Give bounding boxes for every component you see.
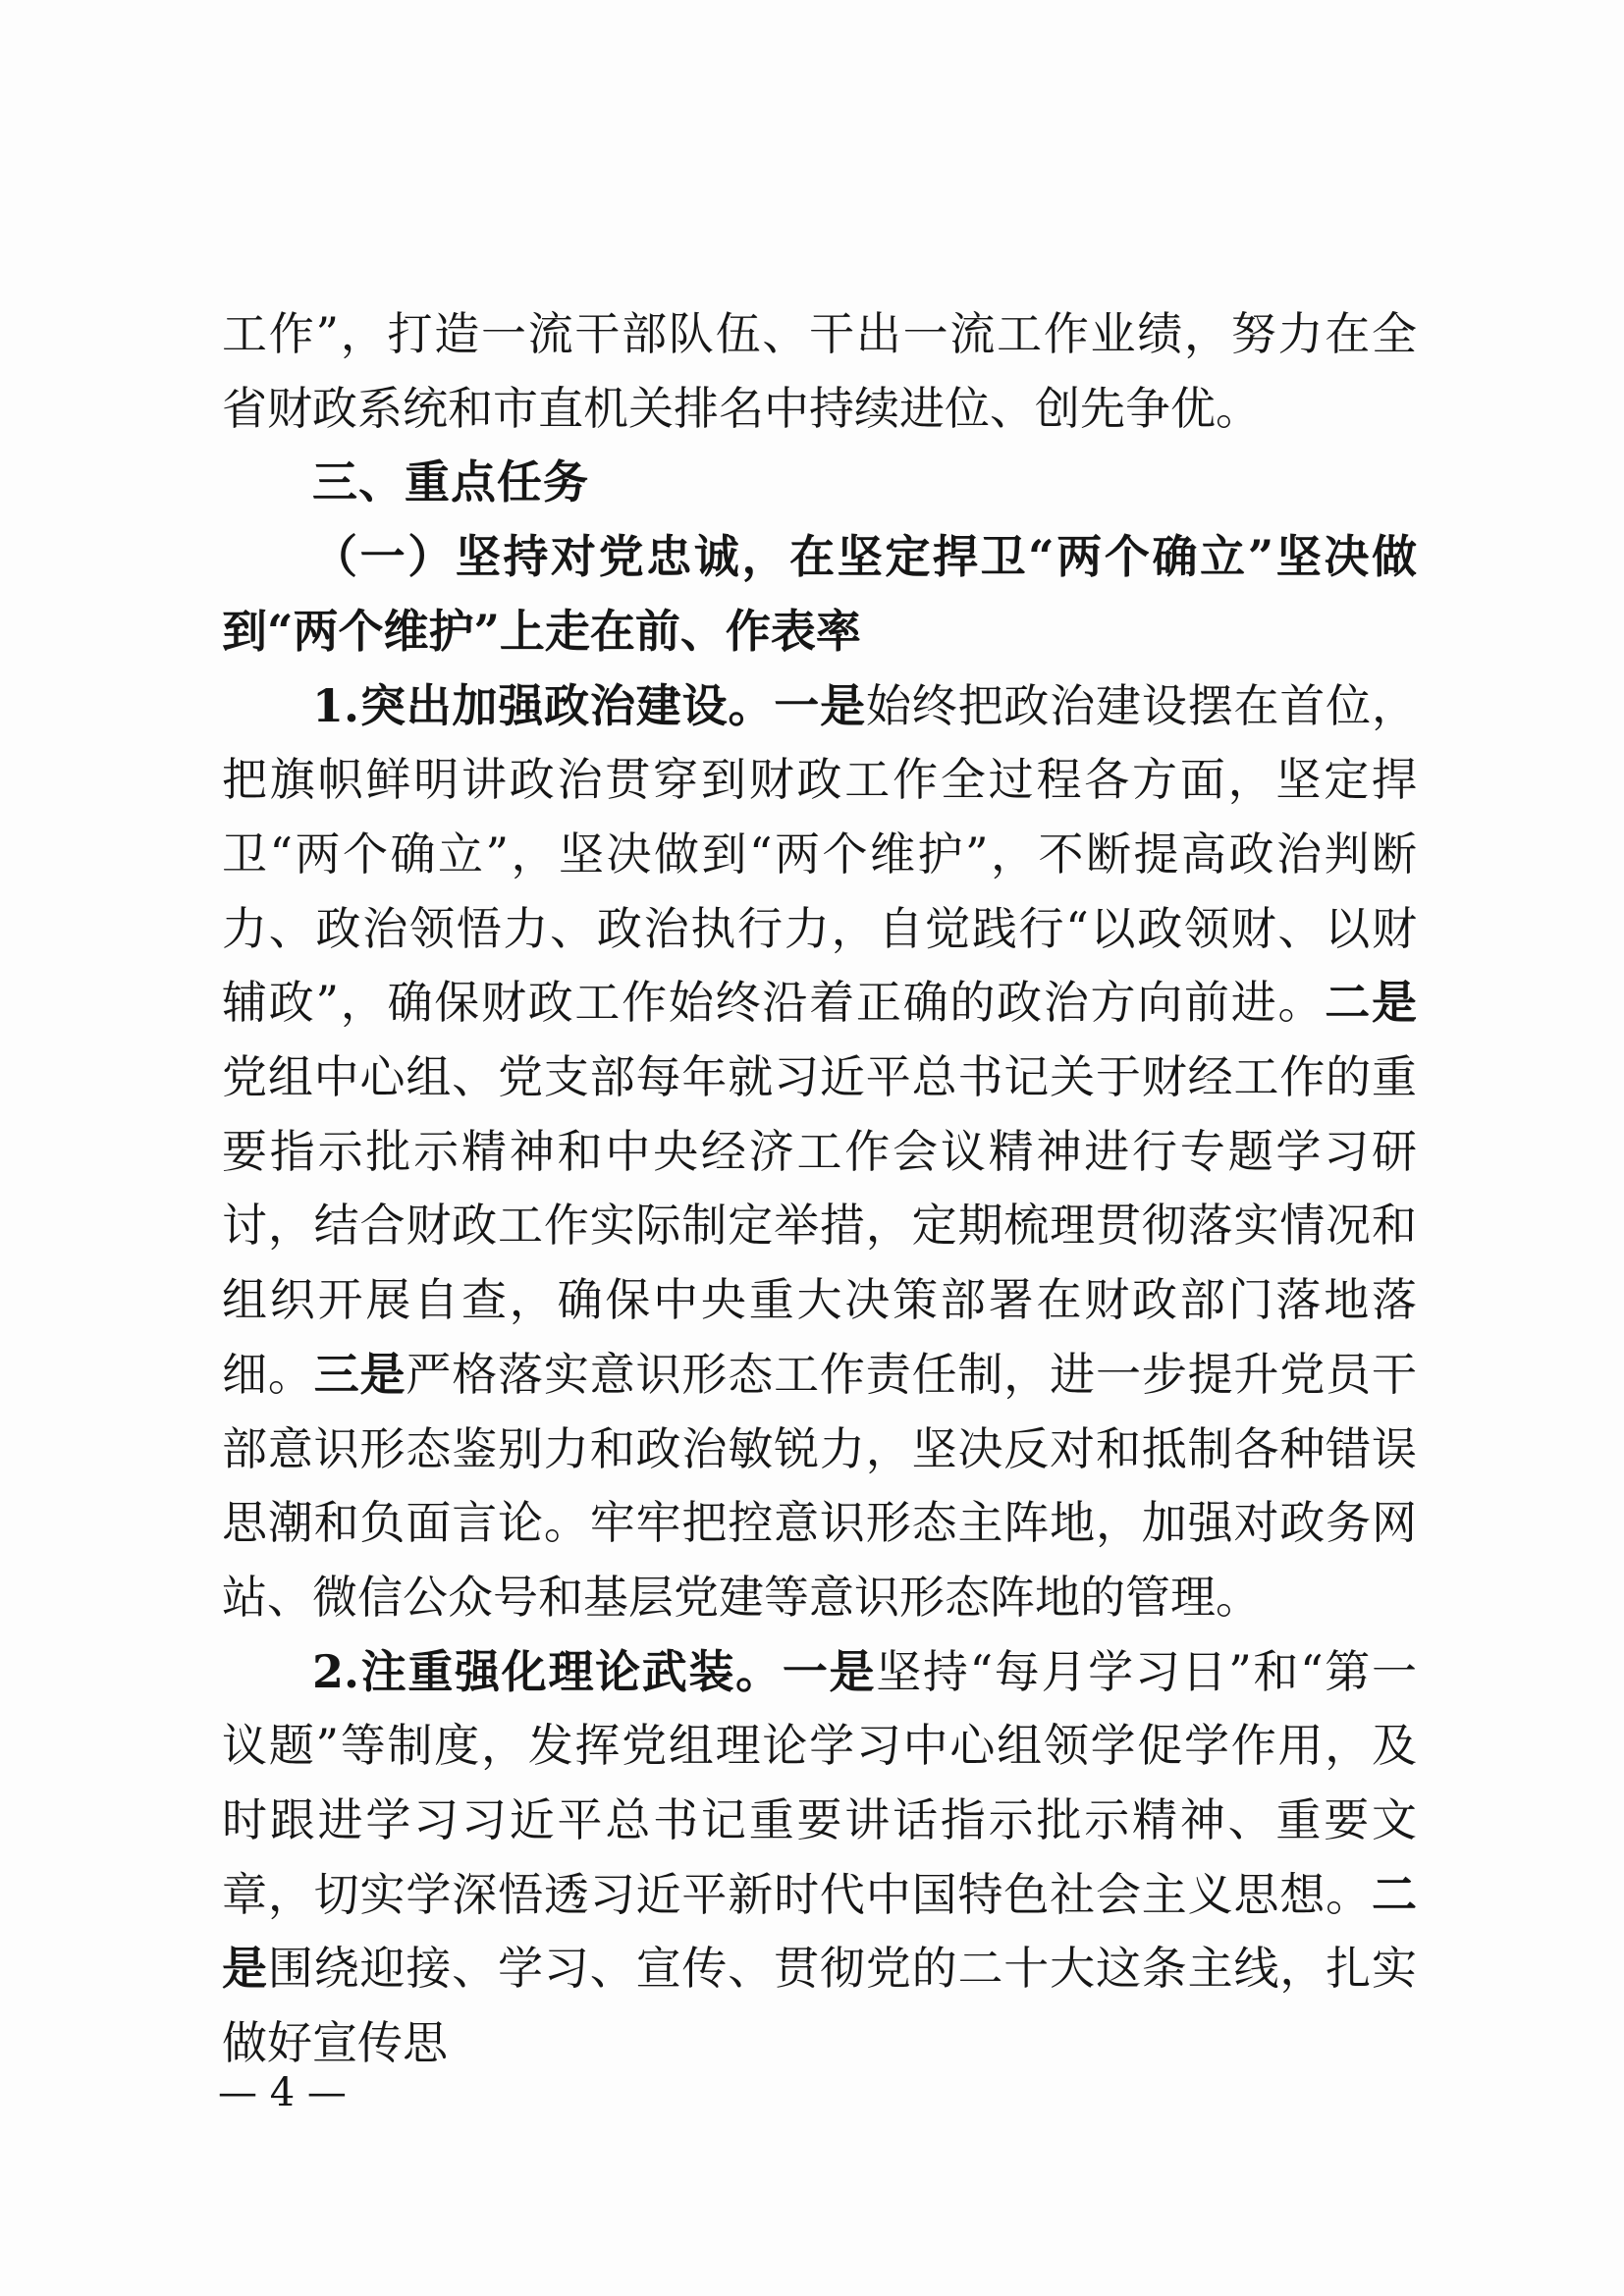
- paragraph-item-1: [222, 669, 1417, 1635]
- item-1-label-3: 三是: [313, 1347, 406, 1401]
- item-1-text-2: 党组中心组、党支部每年就习近平总书记关于财经工作的重要指示批示精神和中央经济工作会议精神进行专题学习研讨，结合财政工作实际制定举措，定期梳理贯彻落实情况和组织开展自查，确保中央重大决策部署在财政部门落地落细。: [222, 1050, 1417, 1401]
- item-2-text-2: 围绕迎接、学习、宣传、贯彻党的二十大这条主线，扎实做好宣传思: [222, 1942, 1418, 2070]
- item-1-text-1: 始终把政治建设摆在首位，把旗帜鲜明讲政治贯穿到财政工作全过程各方面，坚定捍卫“两个确立”，坚决做到“两个维护”，不断提高政治判断力、政治领悟力、政治执行力，自觉践行“以政领财、以财辅政”，确保财政工作始终沿着正确的政治方向前进。: [222, 678, 1418, 1030]
- item-2-label-2: 二是: [222, 1867, 1417, 1996]
- continuation-paragraph: 工作”，打造一流干部队伍、干出一流工作业绩，努力在全省财政系统和市直机关排名中持续进位、创先争优。: [222, 307, 1417, 435]
- item-1-label-1: 一是: [774, 678, 866, 732]
- page-number: — 4 —: [218, 2070, 347, 2115]
- document-body: [222, 297, 1417, 2081]
- section-heading: 三、重点任务: [312, 455, 589, 509]
- item-1-title: 1.突出加强政治建设。: [312, 678, 775, 732]
- item-2-text-1: 坚持“每月学习日”和“第一议题”等制度，发挥党组理论学习中心组领学促学作用，及时跟进学习习近平总书记重要讲话指示批示精神、重要文章，切实学深悟透习近平新时代中国特色社会主义思想。: [222, 1644, 1417, 1921]
- paragraph-item-2: [222, 1635, 1417, 2081]
- subsection-heading: （一）坚持对党忠诚，在坚定捍卫“两个确立”坚决做到“两个维护”上走在前、作表率: [222, 530, 1417, 658]
- item-1-label-2: 二是: [1325, 976, 1417, 1030]
- item-1-text-3: 严格落实意识形态工作责任制，进一步提升党员干部意识形态鉴别力和政治敏锐力，坚决反对和抵制各种错误思潮和负面言论。牢牢把控意识形态主阵地，加强对政务网站、微信公众号和基层党建等意识形态阵地的管理。: [222, 1347, 1418, 1624]
- item-2-title: 2.注重强化理论武装。: [312, 1644, 783, 1698]
- item-2-label-1: 一是: [782, 1644, 877, 1698]
